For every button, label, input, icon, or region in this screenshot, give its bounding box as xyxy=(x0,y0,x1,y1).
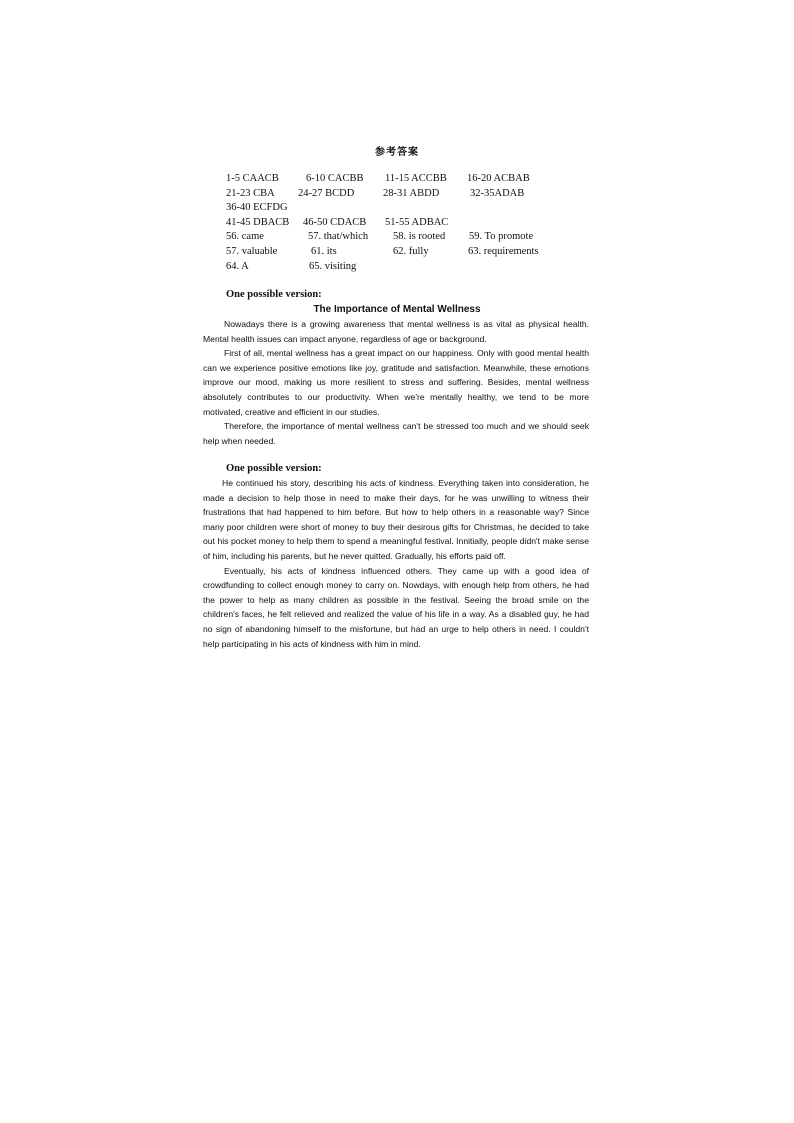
answer-item: 11-15 ACCBB xyxy=(385,173,447,184)
answer-item: 58. is rooted xyxy=(393,231,446,243)
answer-row xyxy=(226,216,606,231)
answer-item: 16-20 ACBAB xyxy=(467,173,530,184)
answer-item: 36-40 ECFDG xyxy=(226,202,288,214)
essay-paragraph: Nowadays there is a growing awareness that mental wellness is as vital as physical health. Mental health issues can impact anyone, regardless of age or background. xyxy=(203,319,589,344)
section-label: One possible version: xyxy=(226,289,322,300)
answer-item: 63. requirements xyxy=(468,245,539,257)
answer-item: 65. visiting xyxy=(309,260,357,272)
answer-row xyxy=(226,201,606,216)
answer-item: 28-31 ABDD xyxy=(383,187,440,199)
answer-row xyxy=(226,260,606,275)
answer-item: 56. came xyxy=(226,231,264,243)
answer-item: 62. fully xyxy=(393,245,429,257)
essay-paragraph: First of all, mental wellness has a great impact on our happiness. Only with good mental health can we experience positive emotions like joy, gratitude and satisfaction. Meanwhile, these emotions improve our mood, making us more resilient to stress and suffering. Besides, mental wellness absolutely contributes to our productivity. When we're mentally healthy, we tend to be more motivated, creative and efficient in our studies. xyxy=(203,348,589,417)
answer-key xyxy=(226,172,606,274)
essay-title: The Importance of Mental Wellness xyxy=(313,304,481,315)
answer-item: 64. A xyxy=(226,260,249,272)
essay-paragraph: Therefore, the importance of mental wellness can't be stressed too much and we should seek help when needed. xyxy=(203,421,589,446)
answer-item: 46-50 CDACB xyxy=(303,216,367,228)
answer-item: 24-27 BCDD xyxy=(298,187,355,199)
answer-item: 6-10 CACBB xyxy=(306,173,364,184)
answer-row xyxy=(226,187,606,202)
page-title: 参考答案 xyxy=(375,147,419,158)
answer-item: 57. that/which xyxy=(308,231,369,243)
answer-item: 51-55 ADBAC xyxy=(385,216,449,228)
answer-row xyxy=(226,172,606,187)
answer-item: 32-35ADAB xyxy=(470,187,525,199)
essay-body xyxy=(203,317,589,448)
answer-row xyxy=(226,230,606,245)
essay-paragraph: Eventually, his acts of kindness influenced others. They came up with a good idea of crowdfunding to collect enough money to carry on. Nowdays, with enough help from others, he had the power to help as many children as possible in the festival. Seeing the broad smile on the children's faces, he felt relieved and realized the value of his life in a way. As a disabled guy, he had no sign of abandoning himself to the misfortune, but had an urge to help others in need. I couldn't help participating in his acts of kindness with him in mind. xyxy=(203,565,589,649)
answer-item: 41-45 DBACB xyxy=(226,216,290,228)
answer-item: 61. its xyxy=(311,245,337,257)
continuation-body xyxy=(203,476,589,651)
answer-item: 1-5 CAACB xyxy=(226,173,279,184)
answer-item: 21-23 CBA xyxy=(226,187,275,199)
answer-row xyxy=(226,245,606,260)
answer-item: 57. valuable xyxy=(226,245,278,257)
section-label: One possible version: xyxy=(226,463,322,474)
essay-paragraph: He continued his story, describing his acts of kindness. Everything taken into consideration, he made a decision to help those in need to make their days, for he was unwilling to witness their frustrations that had happened to him before. But how to help others in a reasonable way? Since many poor children were short of money to buy their desirous gifts for Christmas, he decided to take out his pocket money to help them to spend a meaningful festival. Innitially, people didn't make sense of him, including his parents, but he never quitted. Gradually, his efforts paid off. xyxy=(203,478,589,561)
answer-item: 59. To promote xyxy=(469,231,534,243)
